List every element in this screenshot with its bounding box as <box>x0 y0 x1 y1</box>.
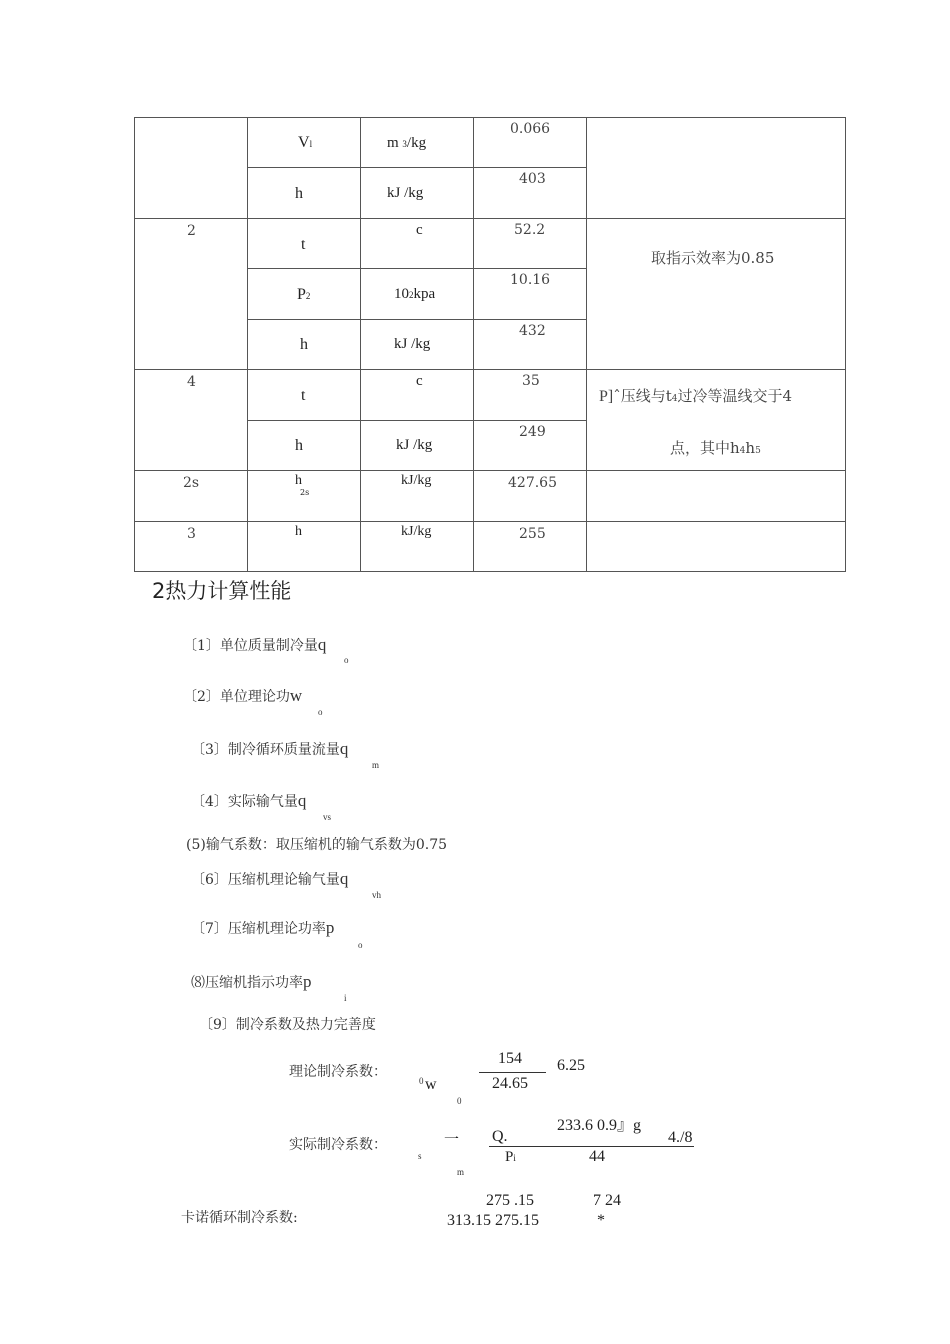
note-cell: 取指示效率为0.85 <box>587 219 846 370</box>
actual-cop-label: 实际制冷系数： <box>289 1137 387 1153</box>
unit-cell: kJ /kg <box>361 421 474 471</box>
item-subscript: o <box>318 707 323 717</box>
theory-result: 6.25 <box>557 1057 585 1074</box>
point-cell-1 <box>135 118 248 219</box>
unit-cell: c <box>361 370 474 421</box>
carnot-denominator: 313.15 275.15 <box>447 1212 539 1229</box>
item-indicated-power: ⑻压缩机指示功率p <box>191 972 312 991</box>
actual-right: 4./8 <box>668 1129 693 1146</box>
symbol-cell: t <box>248 370 361 421</box>
point-cell-4: 4 <box>135 370 248 471</box>
value-cell: 249 <box>474 421 587 471</box>
actual-q: Q. <box>492 1128 508 1145</box>
value-cell: 35 <box>474 370 587 421</box>
symbol-cell: Vl <box>248 118 361 168</box>
symbol-cell: h <box>248 421 361 471</box>
fraction-bar <box>489 1146 694 1147</box>
symbol-cell: h <box>248 320 361 370</box>
symbol-cell: P2 <box>248 269 361 320</box>
value-cell: 403 <box>474 168 587 219</box>
note-cell <box>587 522 846 572</box>
carnot-result: 7 24 <box>593 1192 621 1209</box>
theory-w-sup: 0 <box>419 1076 424 1086</box>
item-subscript: m <box>372 760 380 770</box>
item-unit-theory-work: 〔2〕单位理论功w <box>183 686 303 705</box>
actual-s: s <box>418 1151 422 1161</box>
actual-top: 233.6 0.9』g <box>557 1117 642 1134</box>
item-actual-gas: 〔4〕实际输气量q <box>191 791 307 810</box>
section-title: 2热力计算性能 <box>152 579 292 603</box>
carnot-star: * <box>597 1212 605 1229</box>
note-cell: P]ˆ压线与t4过冷等温线交于4 点，其中h4h5 <box>587 370 846 471</box>
symbol-cell: t <box>248 219 361 269</box>
fraction-bar <box>479 1072 546 1073</box>
item-theory-power: 〔7〕压缩机理论功率p <box>191 918 335 937</box>
item-unit-mass-cooling: 〔1〕单位质量制冷量q <box>183 635 327 654</box>
item-gas-coefficient: (5)输气系数：取压缩机的输气系数为0.75 <box>186 837 448 853</box>
unit-cell: kJ /kg <box>361 320 474 370</box>
theory-cop-label: 理论制冷系数： <box>289 1064 387 1080</box>
symbol-cell: h 2s <box>248 471 361 522</box>
value-cell: 0.066 <box>474 118 587 168</box>
theory-w: w <box>425 1076 437 1093</box>
value-cell: 432 <box>474 320 587 370</box>
actual-m: m <box>457 1167 465 1177</box>
unit-cell: kJ/kg <box>361 471 474 522</box>
theory-w-sub: 0 <box>457 1096 462 1106</box>
refrigerant-state-table <box>134 117 846 572</box>
point-cell-2: 2 <box>135 219 248 370</box>
item-mass-flow: 〔3〕制冷循环质量流量q <box>191 739 349 758</box>
unit-cell: kJ/kg <box>361 522 474 572</box>
symbol-cell: h <box>248 168 361 219</box>
symbol-cell: h <box>248 522 361 572</box>
unit-cell: m 3/kg <box>361 118 474 168</box>
item-subscript: vh <box>372 890 381 900</box>
carnot-numerator: 275 .15 <box>486 1192 534 1209</box>
carnot-cop-label: 卡诺循环制冷系数: <box>181 1210 298 1226</box>
unit-cell: kJ /kg <box>361 168 474 219</box>
value-cell: 52.2 <box>474 219 587 269</box>
unit-cell: c <box>361 219 474 269</box>
item-subscript: vs <box>323 812 332 822</box>
actual-p: Pi <box>505 1149 516 1165</box>
actual-44: 44 <box>589 1148 605 1165</box>
item-subscript: i <box>344 993 347 1003</box>
value-cell: 427.65 <box>474 471 587 522</box>
value-cell: 255 <box>474 522 587 572</box>
item-cop-perfection: 〔9〕制冷系数及热力完善度 <box>199 1017 376 1033</box>
theory-denominator: 24.65 <box>492 1075 528 1092</box>
unit-cell: 102kpa <box>361 269 474 320</box>
item-subscript: o <box>358 940 363 950</box>
theory-numerator: 154 <box>498 1050 522 1067</box>
item-theory-gas: 〔6〕压缩机理论输气量q <box>191 869 349 888</box>
note-cell <box>587 471 846 522</box>
item-subscript: o <box>344 655 349 665</box>
note-cell <box>587 118 846 219</box>
point-cell-3: 3 <box>135 522 248 572</box>
value-cell: 10.16 <box>474 269 587 320</box>
point-cell-2s: 2s <box>135 471 248 522</box>
actual-dash: 一 <box>444 1130 460 1148</box>
